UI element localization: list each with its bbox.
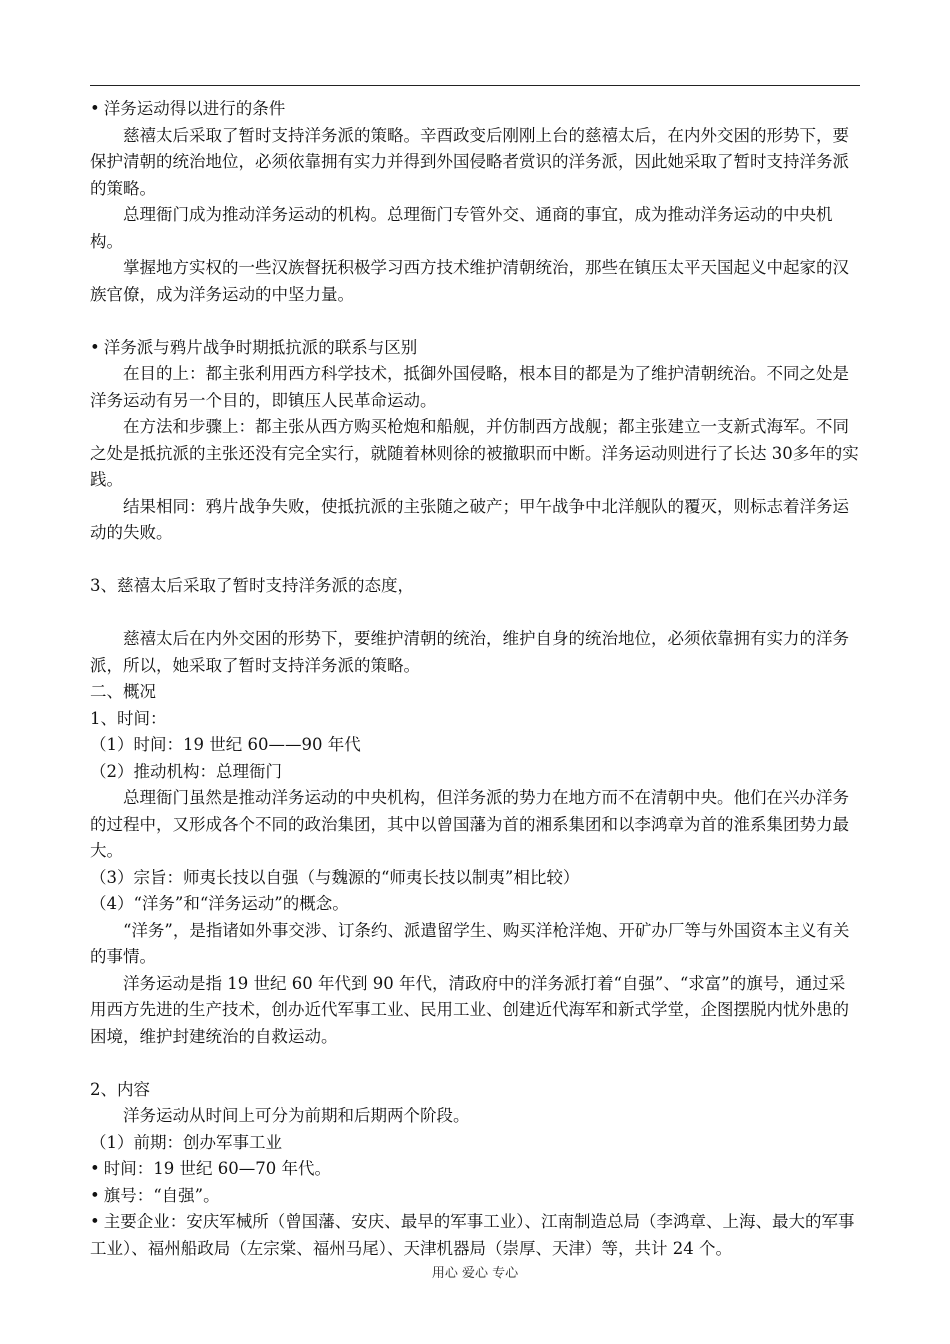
bullet-mark: •	[90, 99, 100, 118]
blank-line	[90, 308, 860, 335]
paragraph: 掌握地方实权的一些汉族督抚积极学习西方技术维护清朝统治，那些在镇压太平天国起义中起家的汉族官僚，成为洋务运动的中坚力量。	[90, 258, 849, 304]
paragraph: 总理衙门虽然是推动洋务运动的中央机构，但洋务派的势力在地方而不在清朝中央。他们在兴办洋务的过程中，又形成各个不同的政治集团，其中以曾国藩为首的湘系集团和以李鸿章为首的淮系集团势力最大。	[90, 788, 849, 860]
document-body	[90, 96, 860, 1262]
bullet-item: • 主要企业：安庆军械所（曾国藩、安庆、最早的军事工业）、江南制造总局（李鸿章、上海、最大的军事工业）、福州船政局（左宗棠、福州马尾）、天津机器局（崇厚、天津）等，共计 24 个。	[90, 1212, 855, 1258]
bullet-mark: •	[90, 1159, 100, 1178]
list-item: （2）推动机构：总理衙门	[90, 761, 282, 781]
list-item: （1）前期：创办军事工业	[90, 1132, 282, 1152]
list-item: （4）“洋务”和“洋务运动”的概念。	[90, 894, 349, 913]
page-footer: 用心 爱心 专心	[431, 1266, 519, 1281]
section-heading-comparison: • 洋务派与鸦片战争时期抵抗派的联系与区别	[90, 337, 418, 357]
bullet-mark: •	[90, 1185, 100, 1205]
paragraph: 洋务运动是指 19 世纪 60 年代到 90 年代，清政府中的洋务派打着“自强”、“求富”的旗号，通过采用西方先进的生产技术，创办近代军事工业、民用工业、创建近代海军和新式学堂，企图摆脱内忧外患的困境，维护封建统治的自救运动。	[90, 973, 849, 1046]
bullet-item: • 时间：19 世纪 60—70 年代。	[90, 1159, 331, 1178]
list-item: （3）宗旨：师夷长技以自强（与魏源的“师夷长技以制夷”相比较）	[90, 867, 580, 887]
bullet-mark: •	[90, 337, 100, 357]
heading-content: 2、内容	[90, 1079, 150, 1099]
heading-overview: 二、概况	[90, 682, 156, 701]
paragraph: 慈禧太后在内外交困的形势下，要维护清朝的统治，维护自身的统治地位，必须依靠拥有实力的洋务派，所以，她采取了暂时支持洋务派的策略。	[90, 629, 849, 675]
blank-line	[90, 547, 860, 574]
paragraph: 在方法和步骤上：都主张从西方购买枪炮和船舰，并仿制西方战舰；都主张建立一支新式海军。不同之处是抵抗派的主张还没有完全实行，就随着林则徐的被撤职而中断。洋务运动则进行了长达 30多年的实践。	[90, 417, 859, 489]
blank-line	[90, 600, 860, 627]
point-3-title: 3、慈禧太后采取了暂时支持洋务派的态度，	[90, 576, 414, 595]
paragraph: 慈禧太后采取了暂时支持洋务派的策略。辛酉政变后刚刚上台的慈禧太后，在内外交困的形势下，要保护清朝的统治地位，必须依靠拥有实力并得到外国侵略者赏识的洋务派，因此她采取了暂时支持洋务派的策略。	[90, 125, 849, 198]
paragraph: 在目的上：都主张利用西方科学技术，抵御外国侵略，根本目的都是为了维护清朝统治。不同之处是洋务运动有另一个目的，即镇压人民革命运动。	[90, 364, 849, 410]
list-item: （1）时间：19 世纪 60——90 年代	[90, 735, 361, 754]
paragraph: “洋务”，是指诸如外事交涉、订条约、派遣留学生、购买洋枪洋炮、开矿办厂等与外国资本主义有关的事情。	[90, 920, 850, 966]
blank-line	[90, 1050, 860, 1077]
bullet-item: • 旗号：“自强”。	[90, 1185, 220, 1205]
paragraph: 结果相同：鸦片战争失败，使抵抗派的主张随之破产；甲午战争中北洋舰队的覆灭，则标志着洋务运动的失败。	[90, 496, 849, 542]
section-heading-conditions: • 洋务运动得以进行的条件	[90, 99, 286, 118]
bullet-mark: •	[90, 1212, 100, 1231]
header-rule	[90, 85, 860, 86]
heading-time: 1、时间：	[90, 708, 167, 728]
paragraph: 总理衙门成为推动洋务运动的机构。总理衙门专管外交、通商的事宜，成为推动洋务运动的中央机构。	[90, 205, 833, 251]
paragraph: 洋务运动从时间上可分为前期和后期两个阶段。	[123, 1106, 470, 1125]
